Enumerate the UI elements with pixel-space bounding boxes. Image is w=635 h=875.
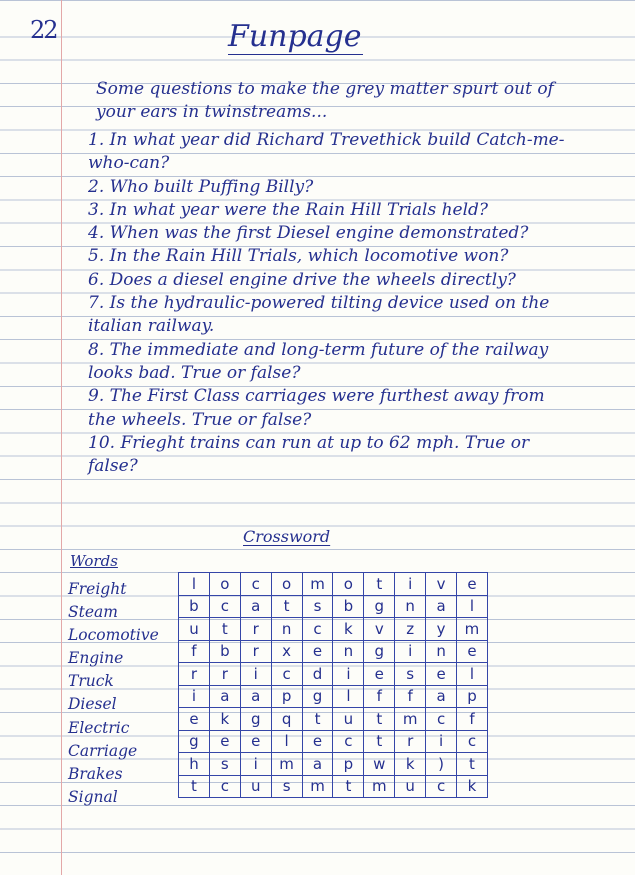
grid-cell: e [179,708,210,731]
grid-cell: k [457,775,488,798]
grid-cell: a [426,685,457,708]
grid-cell: f [395,685,426,708]
grid-cell: u [395,775,426,798]
grid-cell: a [209,685,240,708]
grid-cell: p [457,685,488,708]
page-title: Funpage [228,19,362,54]
grid-cell: i [426,730,457,753]
question-item: 4. When was the first Diesel engine demonstrated? [88,223,529,244]
grid-cell: b [209,640,240,663]
grid-cell: v [364,618,395,641]
question-list [88,129,566,478]
grid-cell: a [426,595,457,618]
page-number: 22 [30,16,57,44]
grid-cell: i [333,663,364,686]
grid-cell: m [302,775,333,798]
grid-cell: i [179,685,210,708]
grid-row [179,730,488,753]
grid-cell: p [271,685,302,708]
grid-cell: f [179,640,210,663]
grid-cell: l [457,663,488,686]
grid-cell: o [333,573,364,596]
word-item: Engine [68,649,124,668]
grid-cell: u [333,708,364,731]
grid-cell: l [179,573,210,596]
grid-cell: e [209,730,240,753]
grid-row [179,595,488,618]
grid-cell: u [179,618,210,641]
word-item: Brakes [68,764,123,783]
grid-cell: q [271,708,302,731]
grid-cell: n [271,618,302,641]
grid-cell: g [364,640,395,663]
grid-cell: c [271,663,302,686]
grid-cell: g [302,685,333,708]
word-item: Electric [68,718,130,737]
grid-cell: n [426,640,457,663]
grid-cell: i [395,640,426,663]
grid-cell: r [240,640,271,663]
word-list [68,578,159,809]
grid-cell: m [395,708,426,731]
question-item: 6. Does a diesel engine drive the wheels directly? [88,269,516,290]
grid-cell: t [179,775,210,798]
grid-cell: s [271,775,302,798]
grid-row [179,618,488,641]
grid-cell: u [240,775,271,798]
grid-row [179,775,488,798]
question-item: 7. Is the hydraulic-powered tilting device used on the italian railway. [88,293,550,337]
crossword-heading: Crossword [243,527,331,546]
grid-cell: c [457,730,488,753]
grid-cell: t [271,595,302,618]
grid-cell: k [333,618,364,641]
grid-cell: r [179,663,210,686]
grid-cell: t [302,708,333,731]
word-item: Locomotive [68,626,159,645]
grid-row [179,640,488,663]
question-item: 2. Who built Puffing Billy? [88,176,314,197]
question-item: 1. In what year did Richard Trevethick build Catch-me-who-can? [88,130,565,174]
grid-cell: l [271,730,302,753]
grid-cell: m [457,618,488,641]
grid-cell: c [209,595,240,618]
grid-cell: t [457,753,488,776]
grid-cell: k [209,708,240,731]
grid-cell: d [302,663,333,686]
grid-cell: l [457,595,488,618]
intro-text: Some questions to make the grey matter spurt out of your ears in twinstreams... [96,79,554,123]
grid-cell: c [426,708,457,731]
grid-cell: e [302,730,333,753]
grid-cell: e [457,573,488,596]
grid-cell: i [240,753,271,776]
grid-cell: k [395,753,426,776]
question-item: 9. The First Class carriages were furthest away from the wheels. True or false? [88,386,545,430]
grid-cell: t [364,708,395,731]
grid-cell: m [364,775,395,798]
grid-cell: t [364,573,395,596]
grid-cell: c [209,775,240,798]
grid-cell: e [240,730,271,753]
grid-cell: o [271,573,302,596]
grid-cell: n [333,640,364,663]
grid-cell: t [209,618,240,641]
word-item: Carriage [68,741,138,760]
grid-cell: e [426,663,457,686]
grid-cell: p [333,753,364,776]
grid-cell: f [364,685,395,708]
grid-cell: c [426,775,457,798]
grid-cell: f [457,708,488,731]
word-item: Steam [68,603,118,622]
word-item: Freight [68,580,127,598]
grid-cell: o [209,573,240,596]
grid-cell: z [395,618,426,641]
grid-cell: s [209,753,240,776]
grid-cell: c [302,618,333,641]
grid-cell: s [302,595,333,618]
grid-cell: e [302,640,333,663]
grid-body [179,573,488,798]
grid-cell: a [302,753,333,776]
grid-cell: a [240,595,271,618]
grid-cell: c [333,730,364,753]
grid-row [179,753,488,776]
grid-cell: l [333,685,364,708]
grid-cell: c [240,573,271,596]
grid-cell: e [364,663,395,686]
words-heading: Words [70,552,118,570]
grid-cell: a [240,685,271,708]
grid-cell: v [426,573,457,596]
grid-cell: r [240,618,271,641]
grid-row [179,573,488,596]
grid-cell: x [271,640,302,663]
grid-cell: m [302,573,333,596]
grid-cell: g [240,708,271,731]
grid-cell: e [457,640,488,663]
word-search-grid [178,572,488,798]
grid-cell: t [364,730,395,753]
grid-cell: y [426,618,457,641]
grid-row [179,708,488,731]
question-item: 5. In the Rain Hill Trials, which locomotive won? [88,246,509,267]
grid-cell: t [333,775,364,798]
grid-cell: ) [426,753,457,776]
grid-cell: i [240,663,271,686]
grid-cell: h [179,753,210,776]
word-item: Truck [68,672,114,691]
grid-cell: g [364,595,395,618]
grid-cell: n [395,595,426,618]
grid-cell: r [209,663,240,686]
grid-cell: b [333,595,364,618]
grid-cell: g [179,730,210,753]
grid-cell: r [395,730,426,753]
grid-cell: m [271,753,302,776]
word-item: Diesel [68,695,117,714]
grid-row [179,663,488,686]
grid-cell: b [179,595,210,618]
question-item: 3. In what year were the Rain Hill Trials held? [88,199,489,220]
question-item: 8. The immediate and long-term future of the railway looks bad. True or false? [88,339,549,383]
question-item: 10. Frieght trains can run at up to 62 mph. True or false? [88,432,530,477]
word-item: Signal [68,787,118,806]
grid-cell: s [395,663,426,686]
grid-cell: w [364,753,395,776]
grid-row [179,685,488,708]
grid-cell: i [395,573,426,596]
